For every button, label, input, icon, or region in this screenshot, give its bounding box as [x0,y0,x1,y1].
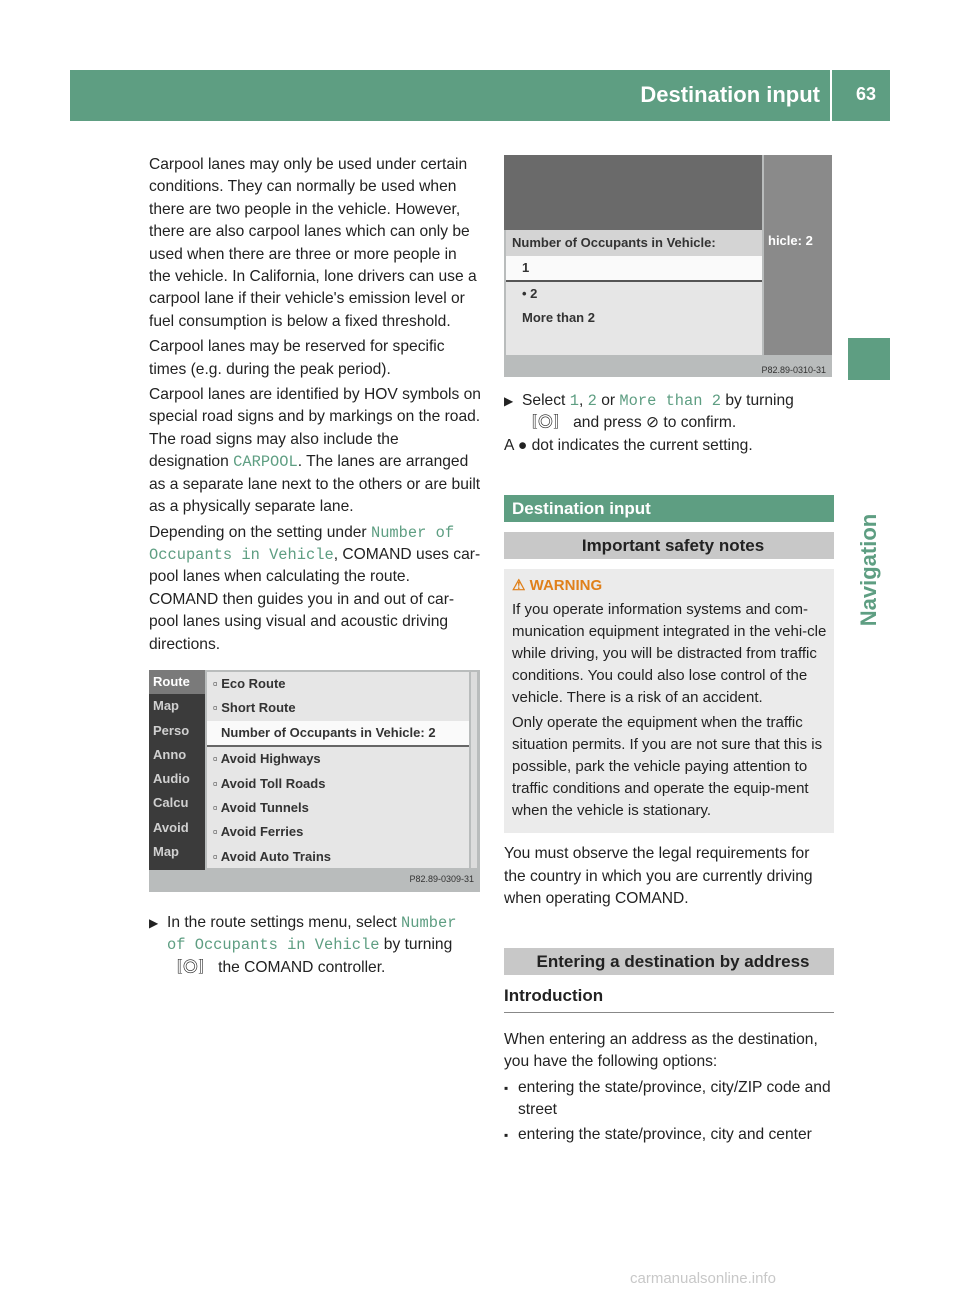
footer-watermark: carmanualsonline.info [630,1270,776,1287]
screen-background [504,155,762,230]
list-item: ▫ Short Route [213,700,296,716]
scrollbar [471,672,477,868]
menu-tab: Audio [153,771,190,787]
paragraph: Carpool lanes may be reserved for specific times (e.g. during the peak period). [149,338,445,378]
menu-tab: Calcu [153,795,189,811]
page-number: 63 [855,84,876,104]
menu-tab: Map [153,844,179,860]
list-item-selected: Number of Occupants in Vehicle: 2 [207,721,469,747]
side-panel [764,155,832,355]
list-item: ▫ Avoid Toll Roads [213,775,326,791]
list-item: ▫ Eco Route [213,675,286,691]
step-arrow-icon: ▶ [504,394,514,408]
code-occupants: Number of Occupants in Vehicle [167,913,457,955]
occupants-screenshot [504,155,832,377]
intro-heading: Introduction [504,985,834,1012]
list-item: ▪ entering the state/province, city/ZIP code and street [504,1078,831,1119]
menu-tabs [149,670,205,870]
right-column [504,390,834,1150]
press-icon: ⊘ [645,414,660,432]
occupants-panel [506,230,762,355]
instruction-step: ▶ Select 1, 2 or More than 2 by turning 〚◎〛 and press ⊘ to confirm. [504,392,794,432]
page-header [70,70,890,121]
figure-caption: P82.89-0309-31 [409,873,474,884]
route-settings-screenshot [149,670,480,892]
warning-text: If you operate information systems and com-munication equipment integrated in the vehi-cle while driving, you will be distracted from traffic conditions. You could also lose control of the vehicle. There is a risk of an accident. [512,601,827,707]
panel-title: Number of Occupants in Vehicle: [506,230,762,256]
menu-tab: Map [153,698,179,714]
warning-box [504,569,834,833]
controller-icon: 〚◎〛 [522,414,569,432]
menu-tab: Route [149,670,205,694]
bullet-icon: ▪ [504,1080,509,1095]
paragraph: When entering an address as the destination, you have the following options: [504,1030,818,1071]
side-tab [848,130,890,1170]
list-item: ▫ Avoid Ferries [213,824,304,840]
instruction-step: ▶ In the route settings menu, select Number of Occupants in Vehicle by turning 〚◎〛 the COMAND controller. [149,913,457,976]
left-column [149,154,481,979]
side-panel-text: hicle: 2 [768,233,813,248]
list-item: ▪ entering the state/province, city and center [504,1124,834,1146]
warning-text: Only operate the equipment when the traffic situation permits. If you are not sure that this is possible, park the vehicle paying attention to traffic conditions and operate the equip-ment when the vehicle is stationary. [512,714,823,820]
side-tab-label: Navigation [856,513,881,627]
subsection-heading: Entering a destination by address [504,948,834,975]
option-item: • 2 [522,286,538,301]
option-code: 2 [587,392,597,410]
dot-note: A ● dot indicates the current setting. [504,436,753,454]
option-item: More than 2 [522,310,595,325]
bullet-icon: ▪ [504,1128,509,1143]
code-occupants: Number of Occupants in Vehicle [149,523,455,564]
paragraph: Depending on the setting under Number of Occupants in Vehicle, COMAND uses car-pool lanes when calculating the route. COMAND then guides you in and out of car-pool lanes using visual and acoustic driving directions. [149,523,481,653]
side-tab-marker [848,338,890,380]
step-arrow-icon: ▶ [149,915,159,930]
menu-tab: Perso [153,722,190,738]
paragraph: Carpool lanes may only be used under certain conditions. They can normally be used when there are two people in the vehicle. However, there are also carpool lanes which can only be used when there are three or more people in the vehicle. In California, lone drivers can use a carpool lane if their vehicle's emission level or fuel consumption is below a fixed threshold. [149,156,477,330]
list-item: ▫ Avoid Highways [213,751,321,767]
paragraph: You must observe the legal requirements for the country in which you are currently driving when operating COMAND. [504,845,813,908]
route-options-list [207,672,469,868]
controller-icon: 〚◎〛 [167,958,214,976]
list-item: ▫ Avoid Tunnels [213,799,309,815]
menu-tab: Avoid [153,819,189,835]
paragraph: Carpool lanes are identified by HOV symbols on special road signs and by markings on the road. The road signs may also include the designation CARPOOL. The lanes are arranged as a separate lane next to the others or are built as a physically separate lane. [149,386,481,516]
section-heading: Destination input [504,495,834,522]
option-code: More than 2 [619,392,721,410]
list-item: ▫ Avoid Auto Trains [213,848,332,864]
warning-icon: ⚠ [512,577,530,595]
figure-caption: P82.89-0310-31 [761,365,826,375]
page-title: Destination input [640,82,820,107]
code-carpool: CARPOOL [233,453,298,472]
header-divider [830,70,832,121]
option-code: 1 [569,392,579,410]
subsection-heading: Important safety notes [504,532,834,559]
menu-tab: Anno [153,746,187,762]
warning-heading: ⚠ WARNING [512,577,603,595]
option-item-selected: 1 [506,256,762,282]
